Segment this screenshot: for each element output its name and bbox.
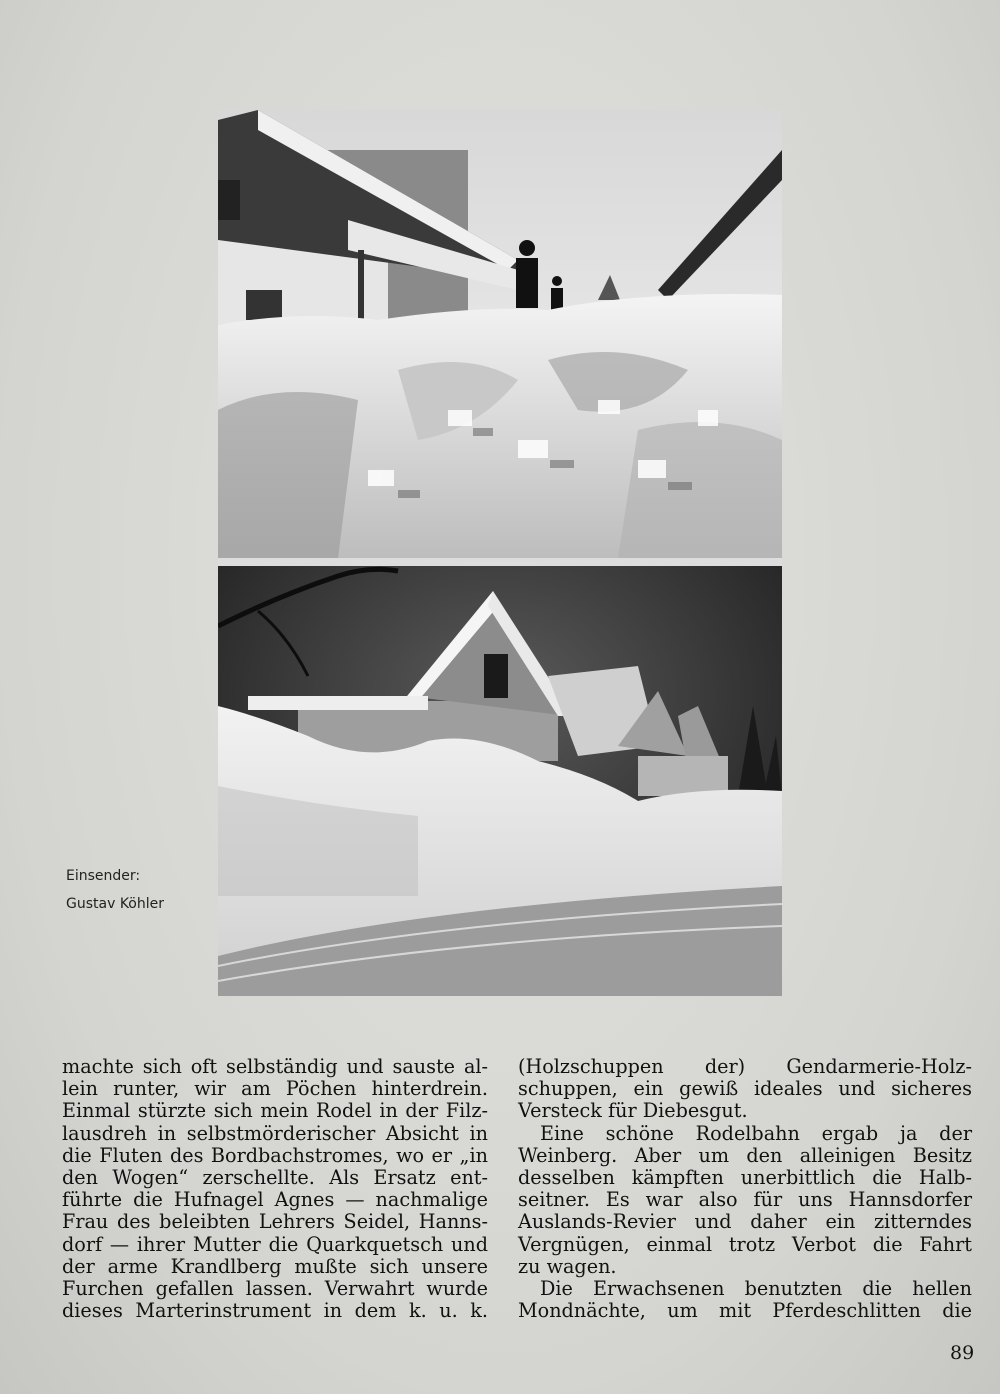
text-line: Vergnügen, einmal trotz Verbot die Fahrt <box>518 1232 972 1256</box>
text-line: den Wogen“ zerschellte. Als Ersatz ent- <box>62 1165 488 1189</box>
text-line: Weinberg. Aber um den alleinigen Besitz <box>518 1143 972 1167</box>
photo-divider <box>218 558 782 566</box>
text-line: desselben kämpften unerbittlich die Halb- <box>518 1165 972 1189</box>
text-line: zu wagen. <box>518 1254 617 1278</box>
photo-caption <box>66 862 164 918</box>
text-line: lausdreh in selbstmörderischer Absicht in <box>62 1121 488 1145</box>
caption-label: Einsender: <box>66 868 141 884</box>
text-column-left <box>62 1056 488 1322</box>
text-line: dorf — ihrer Mutter die Quarkquetsch und <box>62 1232 488 1256</box>
text-line: lein runter, wir am Pöchen hinterdrein. <box>62 1077 488 1101</box>
text-line: Furchen gefallen lassen. Verwahrt wurde <box>62 1276 488 1300</box>
text-line: Frau des beleibten Lehrers Seidel, Hanns- <box>62 1210 488 1234</box>
text-line: Eine schöne Rodelbahn ergab ja der <box>540 1121 972 1145</box>
text-column-right <box>518 1056 972 1322</box>
text-line: Einmal stürzte sich mein Rodel in der Filz- <box>62 1099 488 1123</box>
text-line: (Holzschuppen der) Gendarmerie-Holz- <box>518 1055 972 1078</box>
text-line: der arme Krandlberg mußte sich unsere <box>62 1254 488 1278</box>
text-line: Versteck für Diebesgut. <box>518 1099 748 1123</box>
text-line: seitner. Es war also für uns Hannsdorfer <box>518 1188 972 1212</box>
photo-snowdrift-house <box>218 110 782 558</box>
text-line: Auslands-Revier und daher ein zitterndes <box>518 1210 972 1234</box>
photo-snowed-in-houses <box>218 566 782 996</box>
photo-snowed-in-houses-image <box>218 566 782 996</box>
text-line: Die Erwachsenen benutzten die hellen <box>540 1276 972 1300</box>
text-line: die Fluten des Bordbachstromes, wo er „in <box>62 1143 488 1167</box>
page-number: 89 <box>950 1342 975 1364</box>
text-line: Mondnächte, um mit Pferdeschlitten die <box>518 1299 972 1323</box>
text-line: machte sich oft selbständig und sauste al- <box>62 1055 488 1078</box>
photo-snowdrift-house-image <box>218 110 782 558</box>
text-line: schuppen, ein gewiß ideales und sicheres <box>518 1077 972 1101</box>
text-line: führte die Hufnagel Agnes — nachmalige <box>62 1188 488 1212</box>
caption-name: Gustav Köhler <box>66 896 164 912</box>
text-line: dieses Marterinstrument in dem k. u. k. <box>62 1299 488 1323</box>
